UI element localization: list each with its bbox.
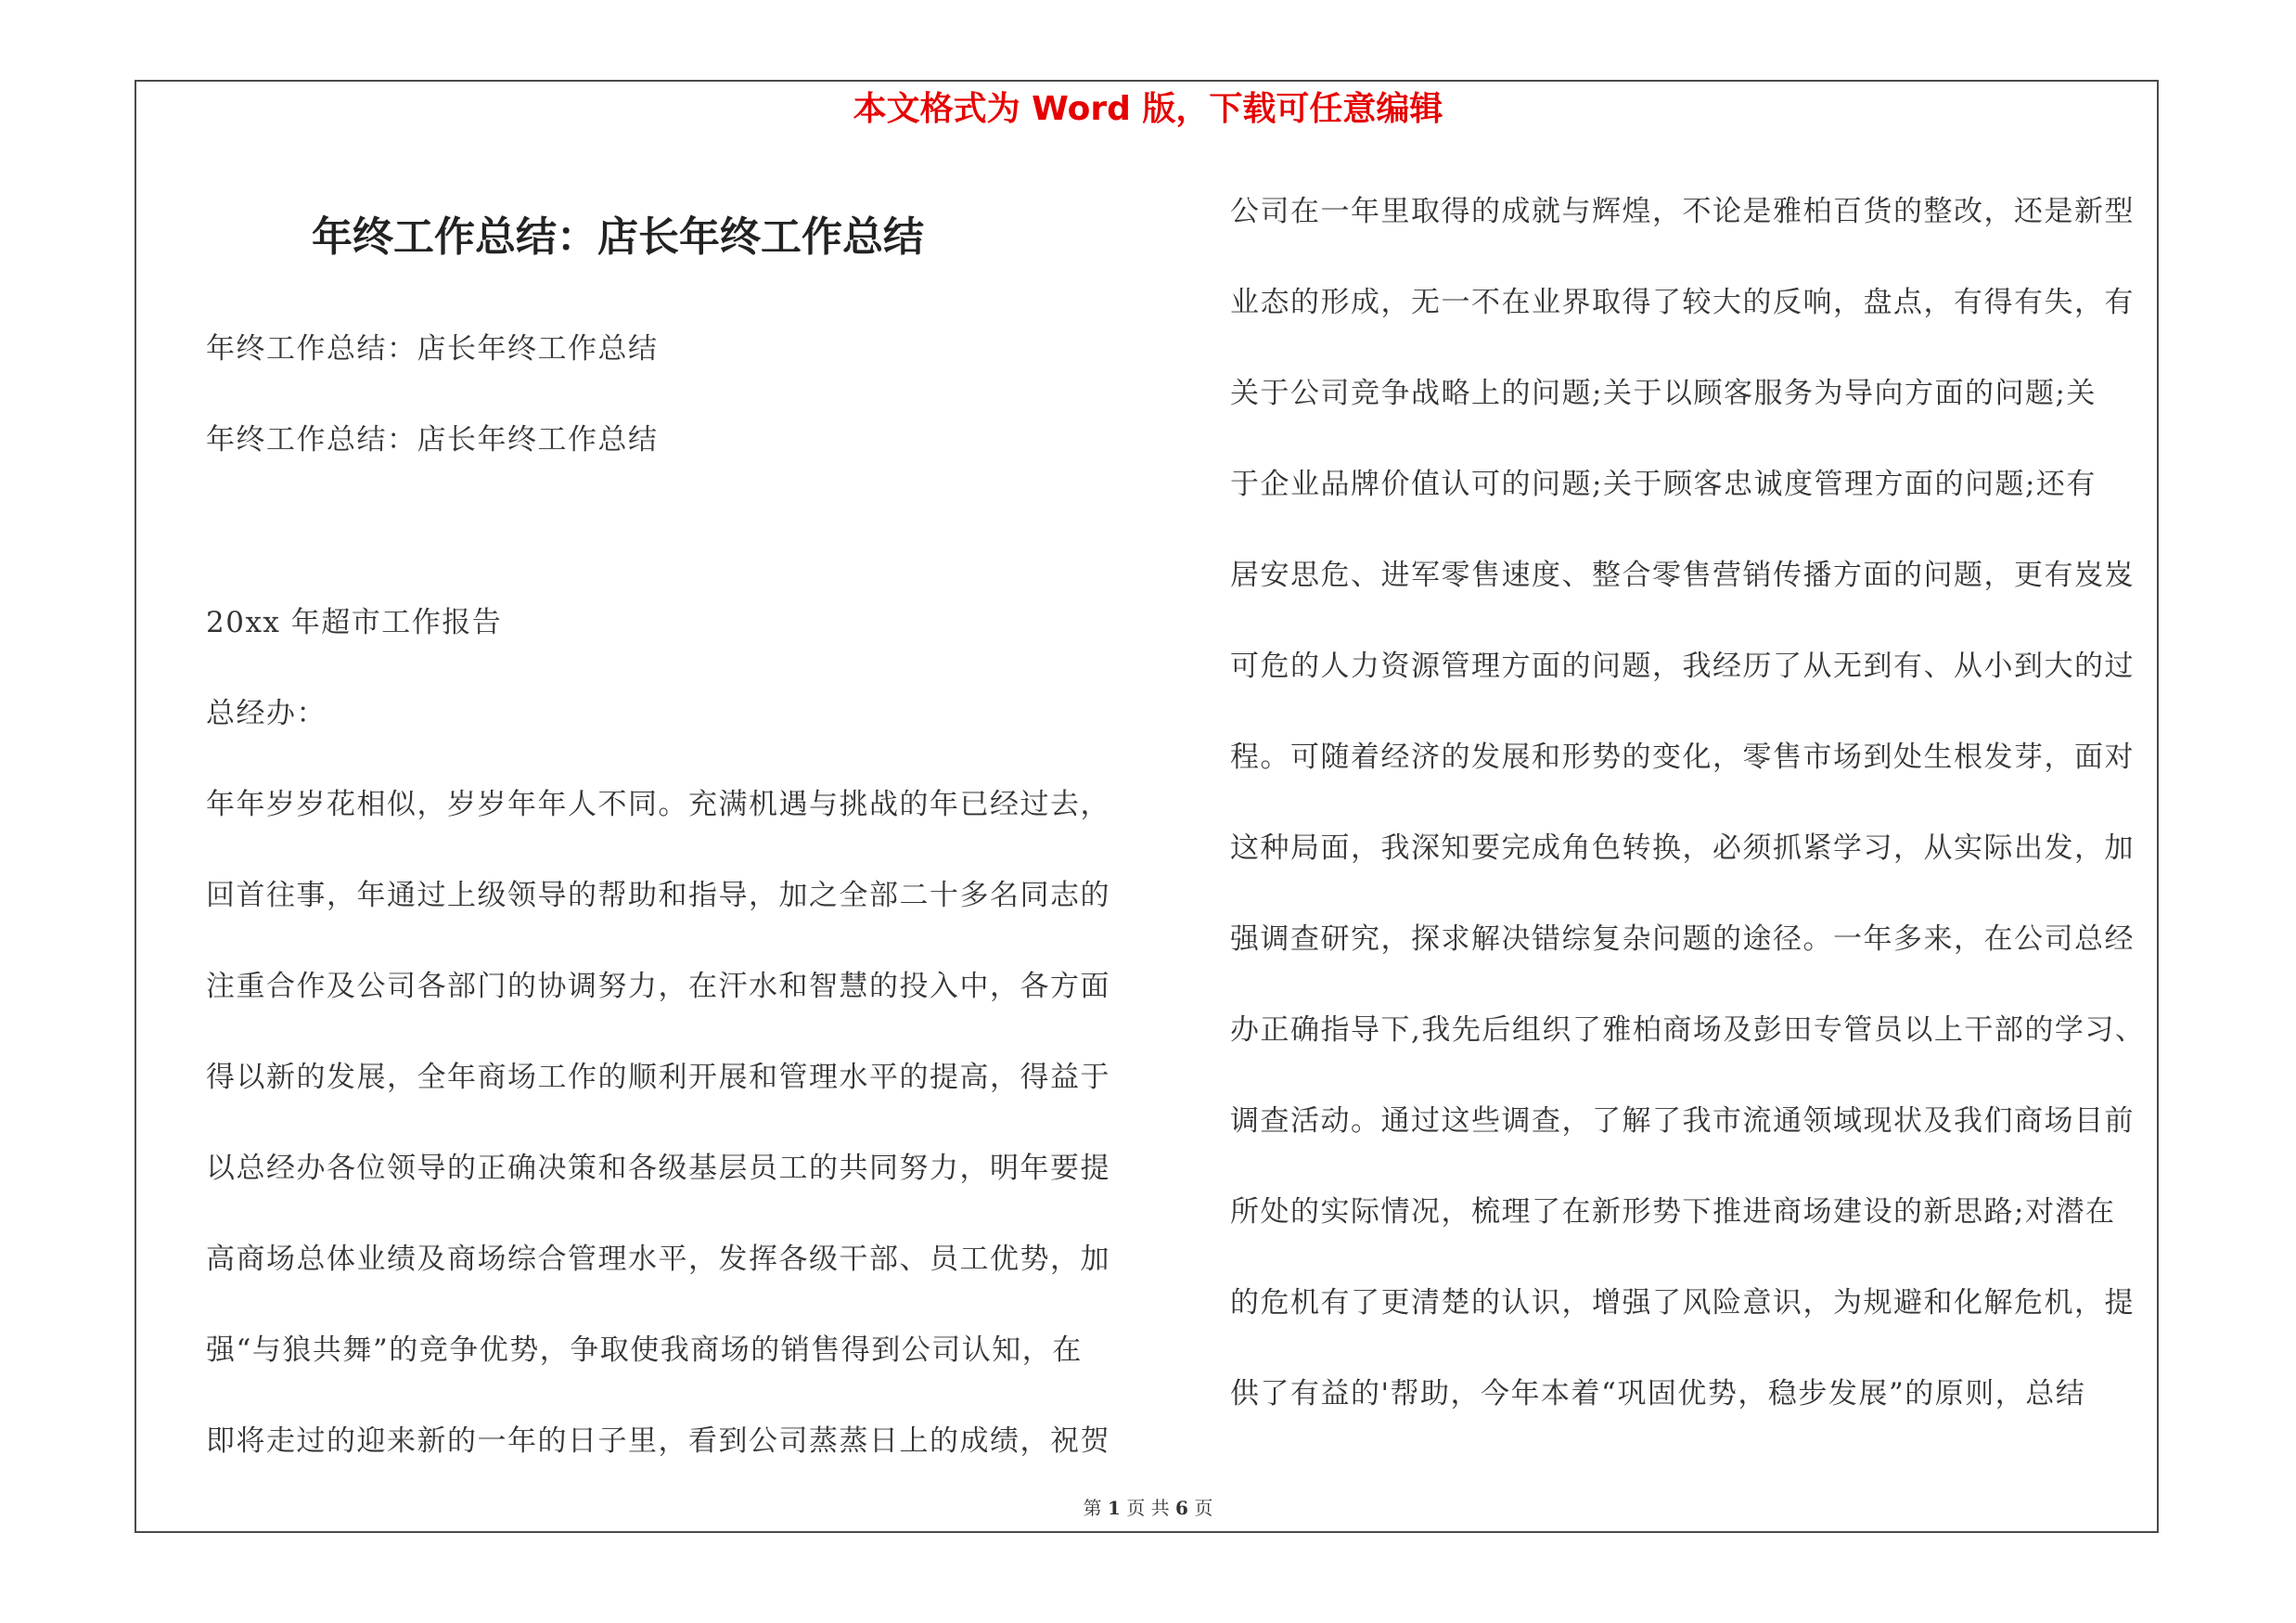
left-line: 回首往事，年通过上级领导的帮助和指导，加之全部二十多名同志的 bbox=[206, 879, 1110, 912]
footer-middle: 页 共 bbox=[1126, 1497, 1170, 1519]
right-line: 的危机有了更清楚的认识，增强了风险意识，为规避和化解危机，提 bbox=[1230, 1286, 2135, 1320]
right-line: 关于公司竞争战略上的问题;关于以顾客服务为导向方面的问题;关 bbox=[1230, 377, 2097, 410]
left-line: 以总经办各位领导的正确决策和各级基层员工的共同努力，明年要提 bbox=[206, 1152, 1110, 1185]
format-banner: 本文格式为 Word 版，下载可任意编辑 bbox=[853, 90, 1443, 128]
page-footer bbox=[0, 1496, 2296, 1520]
right-line: 于企业品牌价值认可的问题;关于顾客忠诚度管理方面的问题;还有 bbox=[1230, 468, 2097, 501]
left-line: 年年岁岁花相似，岁岁年年人不同。充满机遇与挑战的年已经过去， bbox=[206, 788, 1110, 821]
left-line: 得以新的发展，全年商场工作的顺利开展和管理水平的提高，得益于 bbox=[206, 1061, 1110, 1094]
footer-total-pages: 6 bbox=[1175, 1497, 1188, 1519]
right-line: 办正确指导下,我先后组织了雅柏商场及彭田专管员以上干部的学习、 bbox=[1230, 1013, 2146, 1047]
right-line: 所处的实际情况，梳理了在新形势下推进商场建设的新思路;对潜在 bbox=[1230, 1195, 2116, 1229]
right-line: 公司在一年里取得的成就与辉煌，不论是雅柏百货的整改，还是新型 bbox=[1230, 195, 2135, 228]
footer-page-number: 1 bbox=[1108, 1497, 1121, 1519]
footer-suffix: 页 bbox=[1194, 1497, 1213, 1519]
left-line: 总经办： bbox=[206, 697, 327, 730]
footer-prefix: 第 bbox=[1083, 1497, 1102, 1519]
right-line: 业态的形成，无一不在业界取得了较大的反响，盘点，有得有失，有 bbox=[1230, 286, 2135, 319]
right-line: 居安思危、进军零售速度、整合零售营销传播方面的问题，更有岌岌 bbox=[1230, 559, 2135, 592]
right-line: 调查活动。通过这些调查，了解了我市流通领域现状及我们商场目前 bbox=[1230, 1104, 2135, 1138]
left-line: 年终工作总结：店长年终工作总结 bbox=[206, 423, 659, 457]
left-line: 年终工作总结：店长年终工作总结 bbox=[206, 332, 659, 366]
right-line: 可危的人力资源管理方面的问题，我经历了从无到有、从小到大的过 bbox=[1230, 650, 2135, 683]
right-line: 程。可随着经济的发展和形势的变化，零售市场到处生根发芽，面对 bbox=[1230, 741, 2135, 774]
left-line: 高商场总体业绩及商场综合管理水平，发挥各级干部、员工优势，加 bbox=[206, 1243, 1110, 1276]
document-title: 年终工作总结：店长年终工作总结 bbox=[312, 213, 924, 261]
left-line: 注重合作及公司各部门的协调努力，在汗水和智慧的投入中，各方面 bbox=[206, 970, 1110, 1003]
right-line: 供了有益的'帮助，今年本着“巩固优势，稳步发展”的原则，总结 bbox=[1230, 1377, 2086, 1410]
left-line: 强“与狼共舞”的竞争优势，争取使我商场的销售得到公司认知，在 bbox=[206, 1333, 1083, 1367]
right-line: 这种局面，我深知要完成角色转换，必须抓紧学习，从实际出发，加 bbox=[1230, 831, 2135, 865]
left-line: 20xx 年超市工作报告 bbox=[206, 606, 503, 639]
right-line: 强调查研究，探求解决错综复杂问题的途径。一年多来，在公司总经 bbox=[1230, 922, 2135, 956]
left-line: 即将走过的迎来新的一年的日子里，看到公司蒸蒸日上的成绩，祝贺 bbox=[206, 1424, 1110, 1458]
